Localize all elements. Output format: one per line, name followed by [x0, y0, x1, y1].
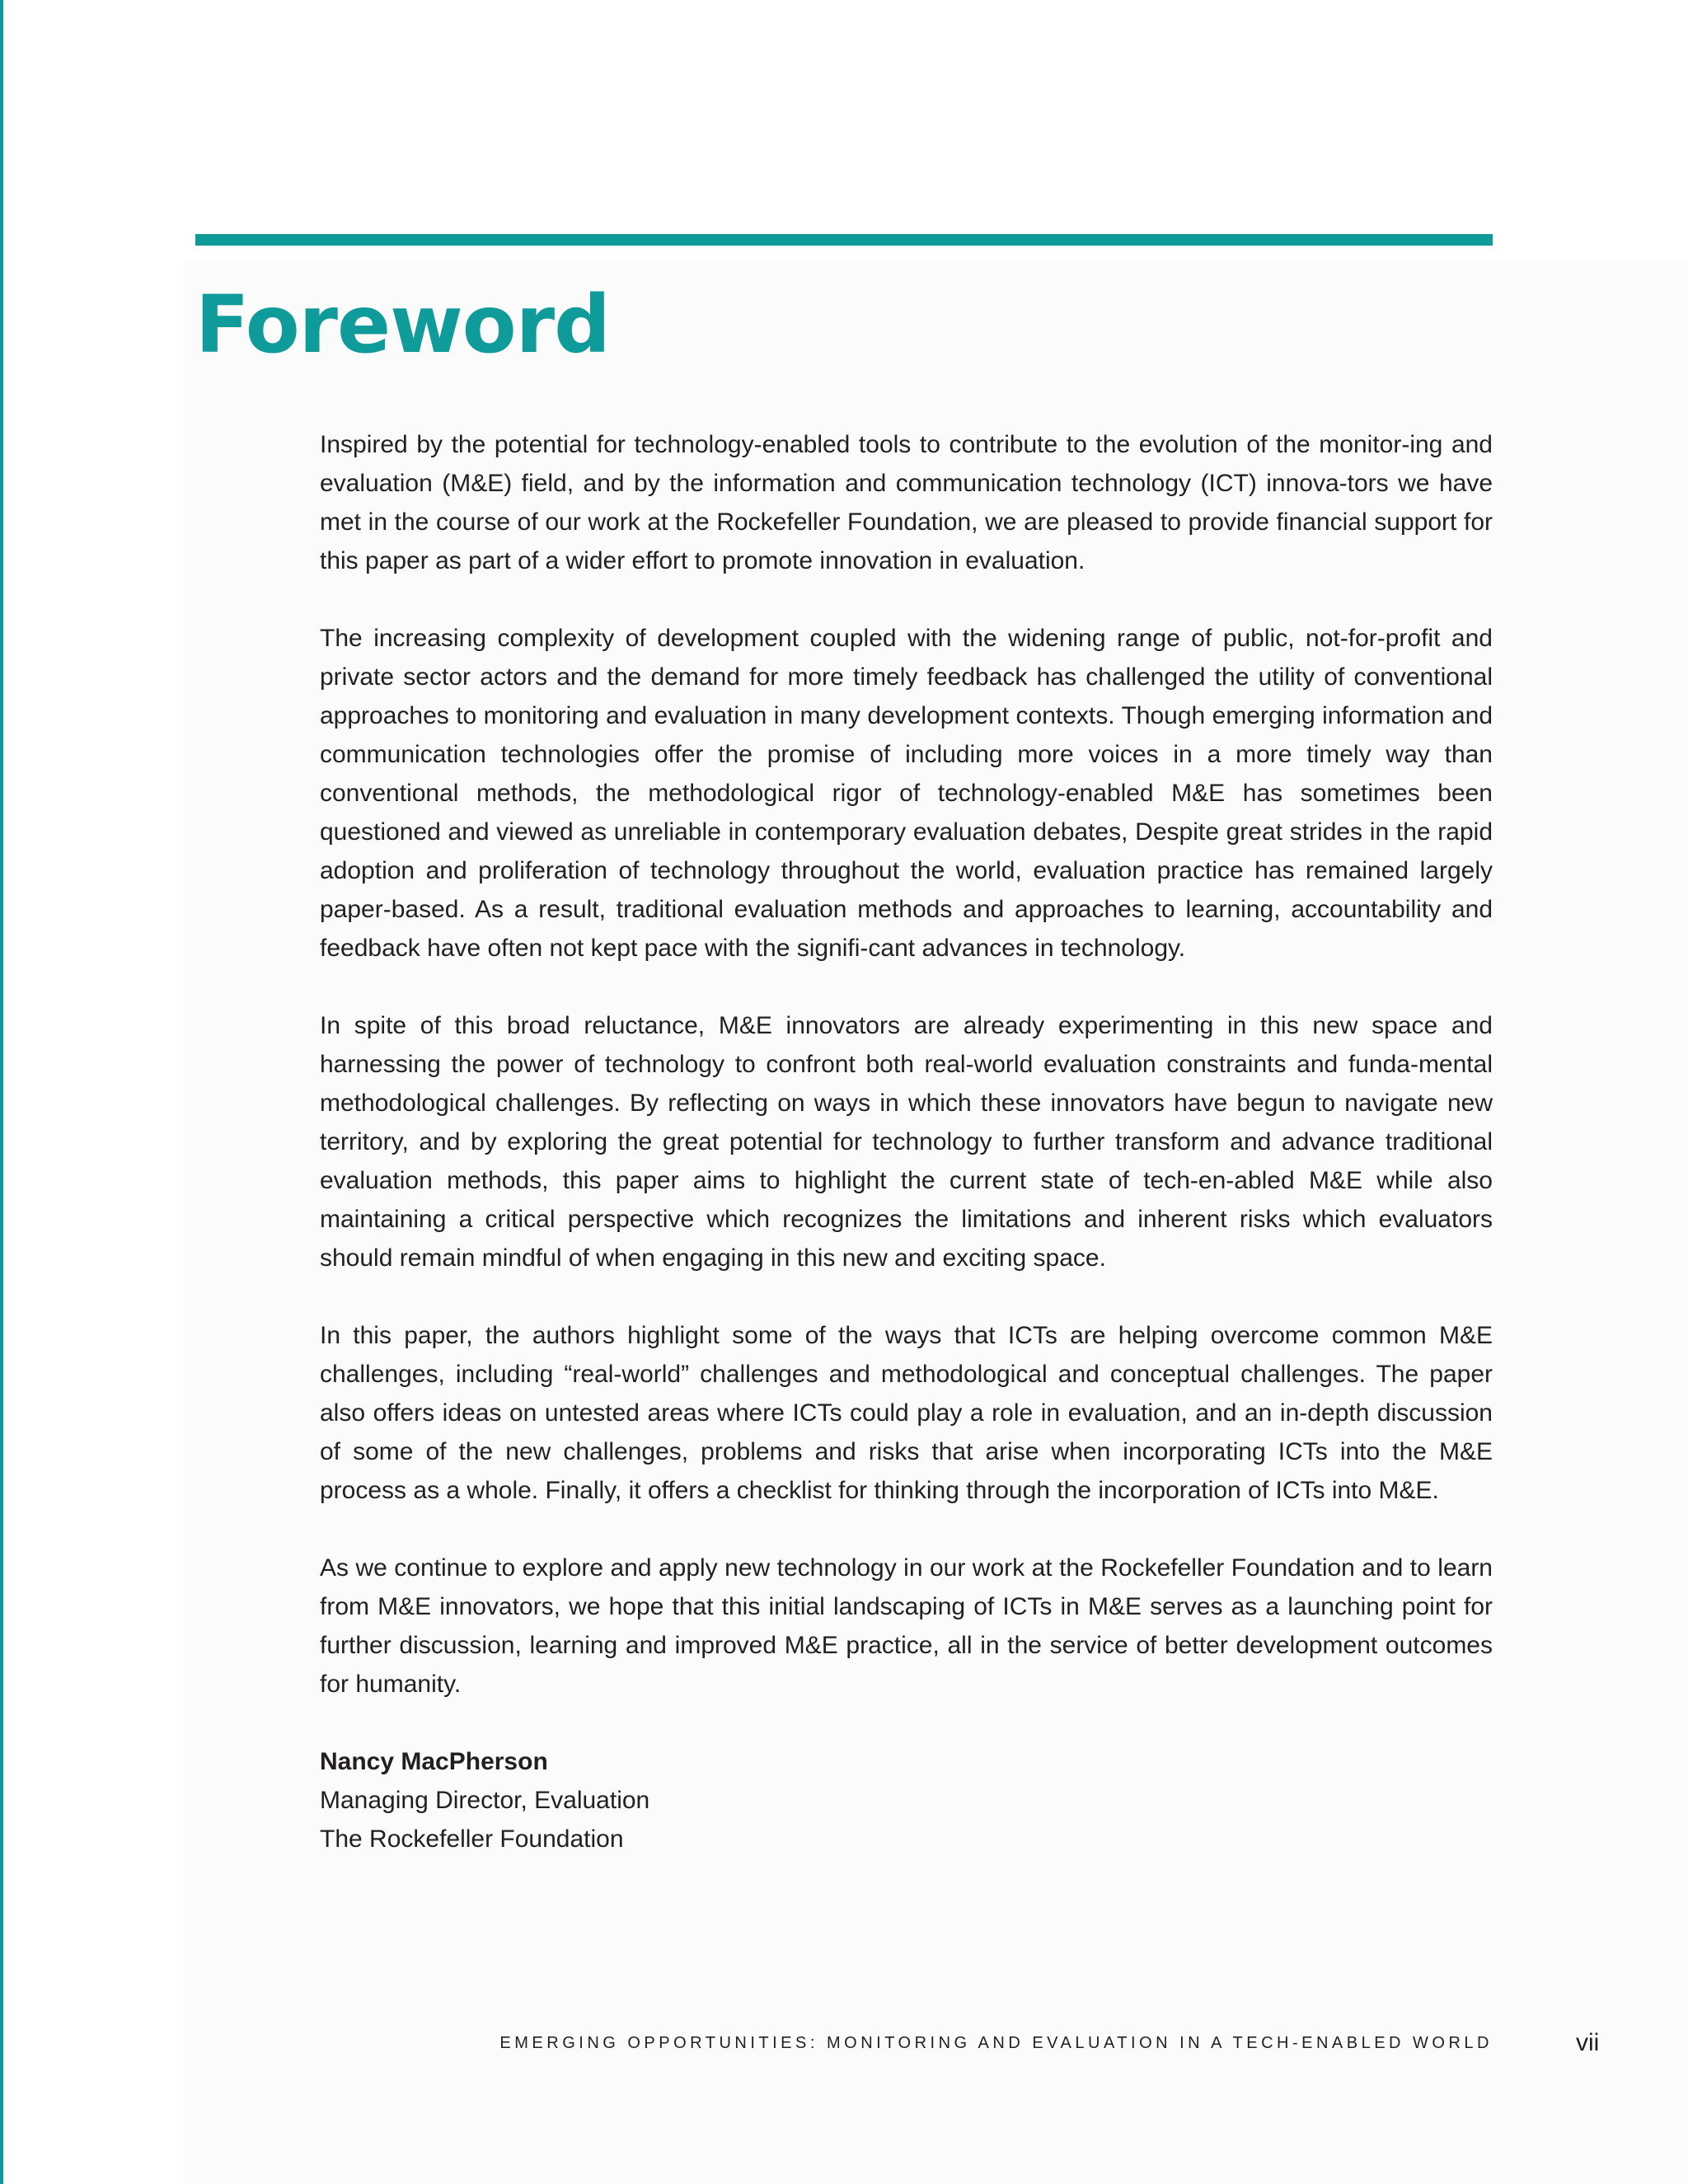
- body-text: [320, 425, 1493, 1858]
- paragraph-5: As we continue to explore and apply new technology in our work at the Rockefeller Foundation and to learn from M&E innovators, we hope that this initial landscaping of ICTs in M&E serves as a launching point for further discussion, learning and improved M&E practice, all in the service of better development outcomes for humanity.: [320, 1554, 1493, 1698]
- paragraph-4: In this paper, the authors highlight some of the ways that ICTs are helping overcome common M&E challenges, including “real-world” challenges and methodological and conceptual challenges. The paper also offers ideas on untested areas where ICTs could play a role in evaluation, and an in-depth discussion of some of the new challenges, problems and risks that arise when incorporating ICTs into the M&E process as a whole. Finally, it offers a checklist for thinking through the incorporation of ICTs into M&E.: [320, 1322, 1493, 1504]
- paragraph-3: In spite of this broad reluctance, M&E innovators are already experimenting in this new space and harnessing the power of technology to confront both real-world evaluation constraints and funda-mental methodological challenges. By reflecting on ways in which these innovators have begun to navigate new territory, and by exploring the great potential for technology to further transform and advance traditional evaluation methods, this paper aims to highlight the current state of tech-en-abled M&E while also maintaining a critical perspective which recognizes the limitations and inherent risks which evaluators should remain mindful of when engaging in this new and exciting space.: [320, 1012, 1493, 1272]
- left-edge-accent-bar: [0, 0, 3, 2184]
- title-top-rule: [195, 234, 1493, 246]
- page-title: Foreword: [195, 279, 610, 371]
- signature-block: [320, 1742, 1493, 1858]
- footer-running-title: EMERGING OPPORTUNITIES: MONITORING AND EVALUATION IN A TECH-ENABLED WORLD: [499, 2034, 1493, 2052]
- footer-page-number: vii: [1576, 2029, 1600, 2056]
- paragraph-2: The increasing complexity of development coupled with the widening range of public, not-for-profit and private sector actors and the demand for more timely feedback has challenged the utility of conventional approaches to monitoring and evaluation in many development contexts. Though emerging information and communication technologies offer the promise of including more voices in a more timely way than conventional methods, the methodological rigor of technology-enabled M&E has sometimes been questioned and viewed as unreliable in contemporary evaluation debates, Despite great strides in the rapid adoption and proliferation of technology throughout the world, evaluation practice has remained largely paper-based. As a result, traditional evaluation methods and approaches to learning, accountability and feedback have often not kept pace with the signifi-cant advances in technology.: [320, 625, 1493, 962]
- signature-organization: The Rockefeller Foundation: [320, 1825, 624, 1853]
- signature-role: Managing Director, Evaluation: [320, 1787, 650, 1814]
- signature-name: Nancy MacPherson: [320, 1748, 548, 1775]
- paragraph-1: Inspired by the potential for technology-enabled tools to contribute to the evolution of the monitor-ing and evaluation (M&E) field, and by the information and communication technology (ICT) innova-tors we have met in the course of our work at the Rockefeller Foundation, we are pleased to provide financial support for this paper as part of a wider effort to promote innovation in evaluation.: [320, 431, 1493, 574]
